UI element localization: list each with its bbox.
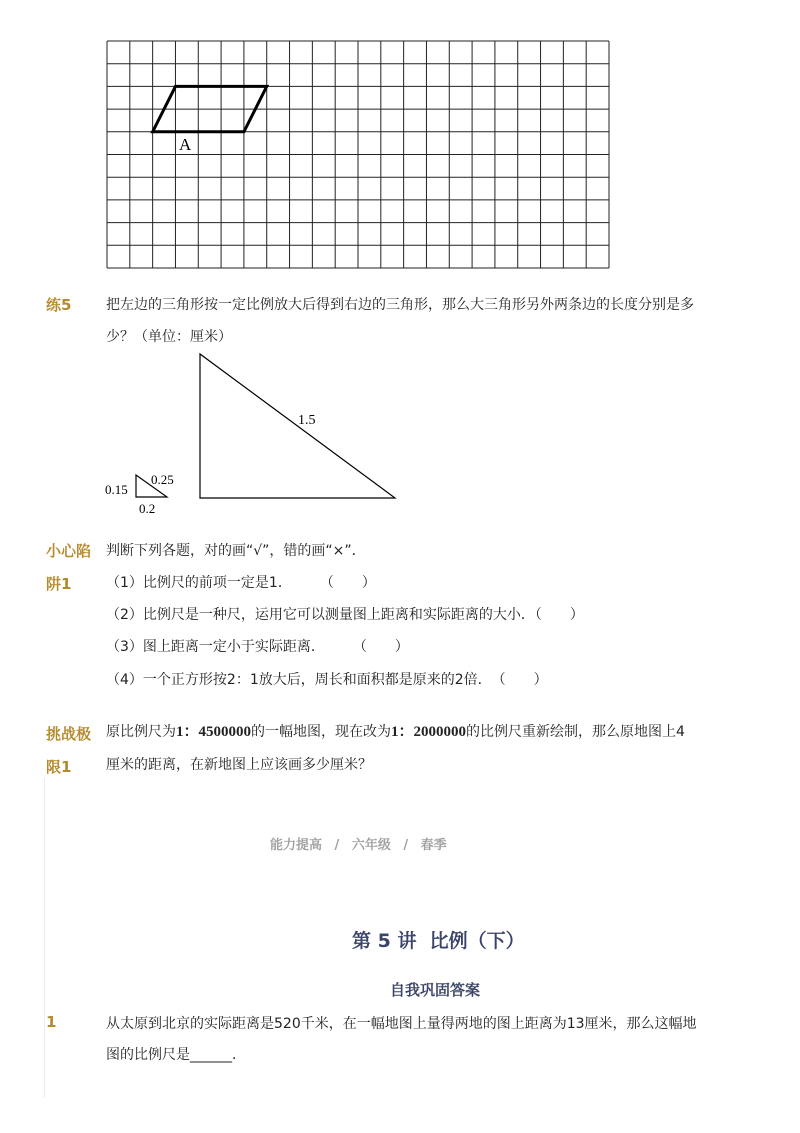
exercise-5-line2: 少？（单位：厘米） (106, 329, 232, 345)
challenge-line1-c: 的比例尺重新绘制，那么原地图上4 (466, 724, 685, 740)
footer-crumb-1: 能力提高 (270, 838, 323, 853)
shape-label-a: A (179, 135, 192, 154)
footer-sep-2: / (403, 838, 409, 853)
footer-crumb-2: 六年级 (351, 838, 391, 853)
challenge-scale-old: 1：4500000 (176, 724, 252, 740)
pitfall-item-2: （2）比例尺是一种尺，运用它可以测量图上距离和实际距离的大小．（ ） (106, 607, 584, 623)
challenge-scale-new: 1：2000000 (391, 724, 467, 740)
lesson-title: 第 5 讲 比例（下） (352, 930, 525, 952)
pitfall-prompt: 判断下列各题，对的画“√”，错的画“×”． (106, 543, 366, 559)
grid-lines (107, 41, 609, 268)
challenge-line2: 厘米的距离，在新地图上应该画多少厘米？ (106, 757, 372, 773)
pitfall-tag-line2: 阱1 (46, 575, 72, 593)
triangles-figure (100, 350, 410, 520)
footer-sep-1: / (334, 838, 340, 853)
big-triangle-hyp-label: 1.5 (298, 413, 316, 428)
small-triangle-hyp-label: 0.25 (151, 472, 174, 487)
margin-rule (44, 778, 45, 1098)
challenge-line1 (106, 722, 685, 742)
pitfall-item-3: （3）图上距离一定小于实际距离． （ ） (106, 639, 409, 655)
question-1-line1: 从太原到北京的实际距离是520千米，在一幅地图上量得两地的图上距离为13厘米，那么这幅地 (106, 1016, 697, 1032)
grid-figure (106, 40, 610, 270)
challenge-line1-b: 的一幅地图，现在改为 (251, 724, 392, 740)
question-1-line2: 图的比例尺是______． (106, 1047, 246, 1063)
footer-breadcrumb (270, 834, 447, 853)
answer-section-title: 自我巩固答案 (390, 981, 481, 999)
exercise-5-tag: 练5 (46, 296, 72, 314)
small-triangle-bottom-label: 0.2 (139, 501, 156, 516)
pitfall-item-4: （4）一个正方形按2：1放大后，周长和面积都是原来的2倍． （ ） (106, 672, 548, 688)
challenge-line1-a: 原比例尺为 (106, 724, 176, 740)
challenge-tag-line1: 挑战极 (46, 725, 92, 743)
pitfall-item-1: （1）比例尺的前项一定是1． （ ） (106, 575, 376, 591)
pitfall-tag-line1: 小心陷 (46, 542, 92, 560)
challenge-tag-line2: 限1 (46, 758, 72, 776)
small-triangle-left-label: 0.15 (105, 482, 128, 497)
exercise-5-line1: 把左边的三角形按一定比例放大后得到右边的三角形，那么大三角形另外两条边的长度分别是多 (106, 297, 694, 313)
footer-crumb-3: 春季 (420, 838, 447, 853)
question-1-number: 1 (46, 1013, 57, 1031)
